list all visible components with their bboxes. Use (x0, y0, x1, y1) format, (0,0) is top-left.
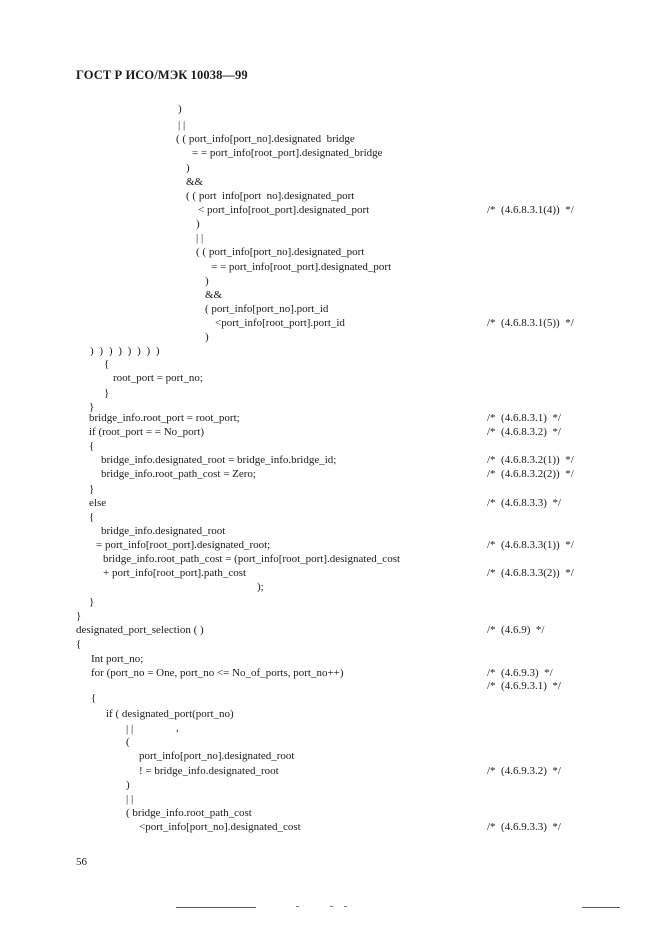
code-line: ); (257, 581, 264, 593)
code-line: bridge_info.designated_root = bridge_info.bridge_id; (101, 454, 337, 466)
reference-comment: /* (4.6.9) */ (487, 624, 545, 636)
code-line: for (port_no = One, port_no <= No_of_ports, port_no++) (91, 667, 344, 679)
code-line: Int port_no; (91, 653, 144, 665)
code-line: } (104, 387, 110, 399)
code-line: } (76, 610, 82, 622)
code-line: && (186, 176, 204, 188)
reference-comment: /* (4.6.9.3.2) */ (487, 765, 561, 777)
code-line: ) (126, 779, 130, 791)
code-line: | | (196, 232, 204, 244)
code-line: ) (186, 162, 190, 174)
code-line: ( ( port info[port no].designated_port (186, 190, 355, 202)
code-line: { (89, 440, 95, 452)
code-line: + port_info[root_port].path_cost (103, 567, 247, 579)
stray-mark: , (176, 722, 179, 734)
code-line: < port_info[root_port].designated_port (198, 204, 370, 216)
code-line: ( bridge_info.root_path_cost (126, 807, 252, 819)
reference-comment: /* (4.6.8.3.2) */ (487, 426, 561, 438)
reference-comment: /* (4.6.8.3.1(4)) */ (487, 204, 574, 216)
reference-comment: /* (4.6.8.3.3(1)) */ (487, 539, 574, 551)
code-line: bridge_info.root_path_cost = Zero; (101, 468, 256, 480)
code-line: = = port_info[root_port].designated_port (211, 261, 392, 273)
code-line: { (89, 511, 95, 523)
code-line: { (104, 358, 110, 370)
reference-comment: /* (4.6.8.3.2(2)) */ (487, 468, 574, 480)
code-line: = = port_info[root_port].designated_bridge (192, 147, 383, 159)
code-line: ( ( port_info[port_no].designated_port (196, 246, 365, 258)
code-line: designated_port_selection ( ) (76, 624, 204, 636)
code-line: { (76, 638, 82, 650)
reference-comment: /* (4.6.8.3.1) */ (487, 412, 561, 424)
code-line: port_info[port_no].designated_root (139, 750, 295, 762)
code-line: bridge_info.root_path_cost = (port_info[root_port].designated_cost (103, 553, 401, 565)
footer-dot (330, 906, 333, 907)
footer-dot (344, 906, 347, 907)
reference-comment: /* (4.6.8.3.3) */ (487, 497, 561, 509)
page-number: 56 (76, 856, 87, 868)
code-line: <port_info[port_no].designated_cost (139, 821, 301, 833)
code-line: if ( designated_port(port_no) (106, 708, 234, 720)
code-line: } (89, 401, 95, 413)
code-line: } (89, 483, 95, 495)
code-line: bridge_info.root_port = root_port; (89, 412, 240, 424)
code-line: ( port_info[port_no].port_id (205, 303, 329, 315)
reference-comment: /* (4.6.8.3.1(5)) */ (487, 317, 574, 329)
reference-comment: /* (4.6.9.3.3) */ (487, 821, 561, 833)
code-line: <port_info[root_port].port_id (215, 317, 345, 329)
code-line: | | (126, 793, 134, 805)
code-line: | | (126, 723, 134, 735)
code-line: ) (196, 218, 200, 230)
code-line: ) (205, 331, 209, 343)
code-line: ! = bridge_info.designated_root (139, 765, 279, 777)
footer-rule-left (176, 907, 256, 908)
footer-rule-right (582, 907, 620, 908)
code-line: ) (178, 103, 182, 115)
code-line: bridge_info.designated_root (101, 525, 226, 537)
code-line: if (root_port = = No_port) (89, 426, 205, 438)
code-line: | | (178, 119, 186, 131)
reference-comment: /* (4.6.9.3.1) */ (487, 680, 561, 692)
code-line: ( (126, 736, 130, 748)
code-line: ) ) ) ) ) ) ) ) (90, 345, 160, 357)
code-line: ) (205, 275, 209, 287)
code-line: ( ( port_info[port_no].designated bridge (176, 133, 355, 145)
reference-comment: /* (4.6.9.3) */ (487, 667, 553, 679)
code-line: } (89, 596, 95, 608)
code-line: root_port = port_no; (113, 372, 203, 384)
footer-dot (296, 906, 299, 907)
code-line: else (89, 497, 107, 509)
reference-comment: /* (4.6.8.3.3(2)) */ (487, 567, 574, 579)
code-line: { (91, 692, 97, 704)
code-line: && (205, 289, 223, 301)
code-line: = port_info[root_port].designated_root; (96, 539, 271, 551)
reference-comment: /* (4.6.8.3.2(1)) */ (487, 454, 574, 466)
page-header: ГОСТ Р ИСО/МЭК 10038—99 (76, 68, 248, 82)
